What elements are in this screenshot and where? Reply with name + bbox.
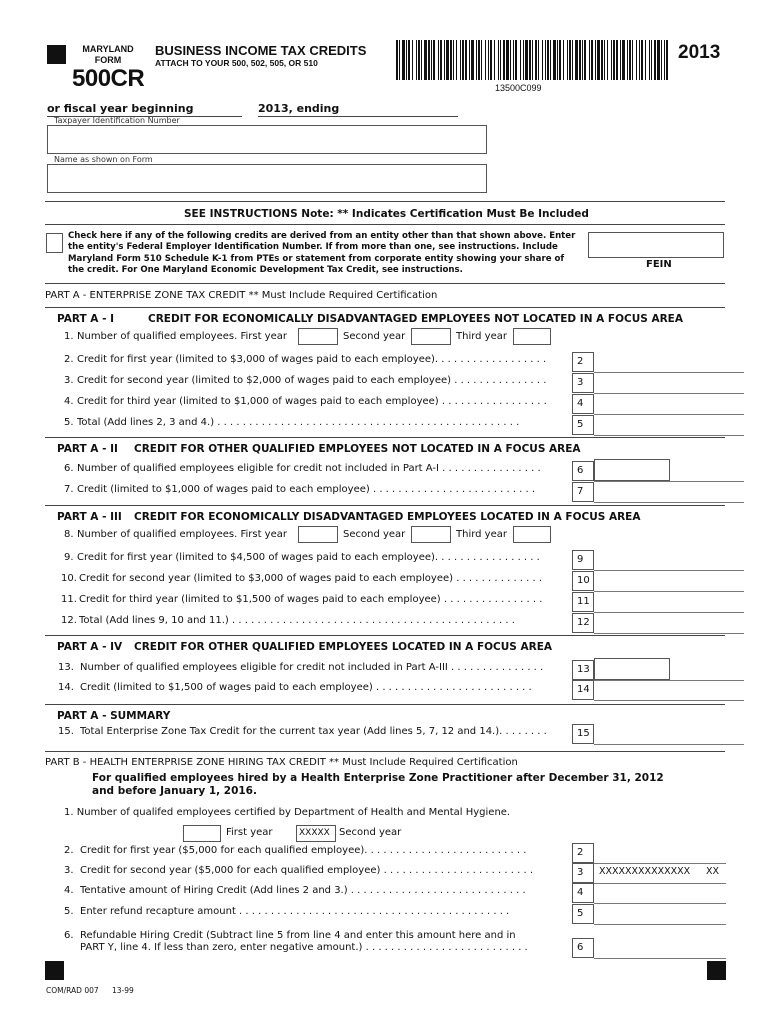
barcode-bar (563, 40, 564, 80)
partA-III-line-9-text: Credit for first year (limited to $4,500 of wages paid to each employee). . . . . . . . . . . . . . . . . (77, 552, 540, 563)
partA-I-line-3-box: 3 (572, 373, 594, 393)
partA-I-line-3-amount[interactable] (594, 373, 744, 394)
partA-title: PART A - ENTERPRISE ZONE TAX CREDIT ** Must Include Required Certification (45, 290, 438, 301)
line-8-first-year-input[interactable] (298, 526, 338, 543)
partA-I-line-4-num: 4. (64, 396, 74, 407)
partA-IV-title: CREDIT FOR OTHER QUALIFIED EMPLOYEES LOCATED IN A FOCUS AREA (134, 641, 553, 653)
partA-IV-line-14-amount[interactable] (594, 680, 744, 701)
partB-line-3-text: Credit for second year ($5,000 for each qualified employee) . . . . . . . . . . . . . . . . . . . . . . . . (80, 865, 533, 876)
barcode-bar (440, 40, 442, 80)
partA-I-line-2-num: 2. (64, 354, 74, 365)
barcode-bar (503, 40, 505, 80)
partB-line-2-box: 2 (572, 843, 594, 863)
partA-II-line-7-box: 7 (572, 482, 594, 502)
barcode-bar (416, 40, 417, 80)
barcode-bar (542, 40, 543, 80)
barcode-bar (620, 40, 621, 80)
barcode-bar (559, 40, 561, 80)
barcode-number: 13500C099 (495, 83, 542, 93)
barcode-bar (421, 40, 422, 80)
partB-line-4-box: 4 (572, 883, 594, 903)
partA-III-title: CREDIT FOR ECONOMICALLY DISADVANTAGED EMPLOYEES LOCATED IN A FOCUS AREA (134, 511, 641, 523)
barcode-bar (529, 40, 531, 80)
barcode-bar (431, 40, 432, 80)
barcode-bar (597, 40, 600, 80)
barcode-bar (412, 40, 413, 80)
partA-III-code: PART A - III (57, 511, 122, 523)
partA-III-line-10-amount[interactable] (594, 571, 744, 592)
barcode-bar (604, 40, 605, 80)
registration-mark-bottom-left (45, 961, 64, 980)
line-8-second-year-input[interactable] (411, 526, 451, 543)
line-8-third-year-label: Third year (456, 529, 507, 540)
partA-II-line-6-box: 6 (572, 461, 594, 481)
tax-year: 2013 (678, 42, 721, 63)
partA-summary-line-15-text: Total Enterprise Zone Tax Credit for the current tax year (Add lines 5, 7, 12 and 14.). . . . . . . . (80, 726, 547, 737)
divider-partA-IV (45, 635, 725, 636)
name-label: Name as shown on Form (54, 155, 153, 164)
barcode-bar (622, 40, 625, 80)
barcode-bar (613, 40, 615, 80)
name-field[interactable] (47, 164, 487, 193)
partB-line-6-box: 6 (572, 938, 594, 958)
barcode-bar (476, 40, 477, 80)
partB-line-6-text-a: Refundable Hiring Credit (Subtract line 5 from line 4 and enter this amount here and in (80, 930, 516, 941)
partB-first-year-label: First year (226, 827, 273, 838)
barcode-bar (428, 40, 430, 80)
barcode-bar (657, 40, 660, 80)
partA-III-line-9-amount[interactable] (594, 550, 744, 571)
partA-summary-line-15-amount[interactable] (594, 724, 744, 745)
fiscal-end-line (258, 116, 458, 117)
barcode-bar (645, 40, 646, 80)
barcode-bar (629, 40, 631, 80)
partB-subtitle-1: For qualified employees hired by a Health Enterprise Zone Practitioner after December 31, 2012 (92, 772, 664, 784)
barcode-bar (450, 40, 452, 80)
partA-I-line-2-box: 2 (572, 352, 594, 372)
barcode-bar (510, 40, 511, 80)
barcode-bar (661, 40, 662, 80)
divider-partA-summary (45, 704, 725, 705)
check-text-line-4: the credit. For One Maryland Economic Development Tax Credit, see instructions. (68, 264, 463, 275)
barcode-bar (494, 40, 495, 80)
partB-line-3-fill-1: XXXXXXXXXXXXXX (599, 866, 691, 877)
partA-I-title: CREDIT FOR ECONOMICALLY DISADVANTAGED EMPLOYEES NOT LOCATED IN A FOCUS AREA (148, 313, 683, 325)
partA-III-line-10-box: 10 (572, 571, 594, 591)
line-1-second-year-label: Second year (343, 331, 406, 342)
partA-I-code: PART A - I (57, 313, 114, 325)
barcode-bar (632, 40, 633, 80)
barcode-bar (446, 40, 449, 80)
partB-xxxxx-box: XXXXX (296, 825, 336, 842)
barcode-bar (557, 40, 558, 80)
line-1-third-year-label: Third year (456, 331, 507, 342)
partB-title: PART B - HEALTH ENTERPRISE ZONE HIRING TAX CREDIT ** Must Include Required Certification (45, 757, 518, 768)
partA-I-line-5-box: 5 (572, 415, 594, 435)
fein-field[interactable] (588, 232, 724, 258)
fiscal-year-ending: 2013, ending (258, 102, 340, 115)
partB-line-5-num: 5. (64, 906, 74, 917)
partA-III-line-12-box: 12 (572, 613, 594, 633)
divider-instructions (45, 224, 725, 225)
partB-line-5-text: Enter refund recapture amount . . . . . . . . . . . . . . . . . . . . . . . . . . . . . . . . . . . . . . . . . . . (80, 906, 510, 917)
barcode-bar (456, 40, 457, 80)
partA-IV-code: PART A - IV (57, 641, 123, 653)
partA-IV-line-13-text: Number of qualified employees eligible for credit not included in Part A-III . . . . . . . . . . . . . . . (80, 662, 544, 673)
partA-IV-line-14-text: Credit (limited to $1,500 of wages paid to each employee) . . . . . . . . . . . . . . . . . . . . . . . . . (80, 682, 532, 693)
barcode-bar (636, 40, 637, 80)
line-8-num: 8. (64, 529, 74, 540)
form-label: FORM (94, 55, 122, 65)
barcode-bar (490, 40, 492, 80)
barcode-bar (567, 40, 568, 80)
divider-partA (45, 283, 725, 284)
partB-line-3-fill-2: XX (706, 866, 720, 877)
barcode-bar (515, 40, 517, 80)
barcode-bar (406, 40, 407, 80)
barcode-bar (639, 40, 640, 80)
barcode-bar (453, 40, 454, 80)
barcode-bar (532, 40, 533, 80)
check-text-line-1: Check here if any of the following credits are derived from an entity other than that shown above. Enter (68, 231, 576, 241)
barcode-bar (651, 40, 652, 80)
fiscal-year-beginning: or fiscal year beginning (47, 102, 194, 115)
barcode-bar (553, 40, 556, 80)
barcode-bar (641, 40, 643, 80)
partA-III-line-9-num: 9. (64, 552, 74, 563)
partA-I-line-5-amount[interactable] (594, 415, 744, 436)
barcode-bar (575, 40, 578, 80)
barcode-bar (591, 40, 593, 80)
barcode-bar (666, 40, 668, 80)
partA-I-line-3-text: Credit for second year (limited to $2,000 of wages paid to each employee) . . . . . . . . . . . . . . . (77, 375, 547, 386)
barcode-bar (654, 40, 656, 80)
barcode-bar (664, 40, 665, 80)
partA-I-line-4-box: 4 (572, 394, 594, 414)
partA-I-line-2-text: Credit for first year (limited to $3,000 of wages paid to each employee). . . . . . . . . . . . . . . . . . (77, 354, 547, 365)
divider-partB (45, 751, 725, 752)
barcode-bar (611, 40, 612, 80)
partA-I-line-5-text: Total (Add lines 2, 3 and 4.) . . . . . . . . . . . . . . . . . . . . . . . . . . . . . . . . . . . . . . . . . . . . . . . . (77, 417, 520, 428)
partB-line-1: 1. Number of qualifed employees certified by Department of Health and Mental Hygiene. (64, 807, 511, 818)
divider-partA-II (45, 437, 725, 438)
barcode-bar (418, 40, 420, 80)
barcode-bar (399, 40, 400, 80)
barcode-bar (535, 40, 537, 80)
barcode-bar (607, 40, 608, 80)
barcode-bar (471, 40, 474, 80)
partA-III-line-10-num: 10. (61, 573, 77, 584)
barcode-bar (523, 40, 524, 80)
partA-IV-line-14-num: 14. (58, 682, 74, 693)
partA-II-line-6-text: Number of qualified employees eligible for credit not included in Part A-I . . . . . . . . . . . . . . . . (77, 463, 541, 474)
fein-label: FEIN (646, 259, 672, 270)
partB-line-4-text: Tentative amount of Hiring Credit (Add lines 2 and 3.) . . . . . . . . . . . . . . . . . . . . . . . . . . . . (80, 885, 526, 896)
partB-line-2-amount[interactable] (594, 843, 726, 864)
barcode-bar (601, 40, 603, 80)
barcode-bar (589, 40, 590, 80)
instructions-note: SEE INSTRUCTIONS Note: ** Indicates Certification Must Be Included (184, 208, 589, 220)
barcode-bar (500, 40, 501, 80)
barcode-bar (396, 40, 398, 80)
partA-II-line-6-count-input[interactable] (594, 459, 670, 481)
barcode-bar (424, 40, 427, 80)
form-number: 500CR (72, 65, 145, 92)
partA-III-line-9-box: 9 (572, 550, 594, 570)
partB-line-3-box: 3 (572, 863, 594, 883)
partA-I-line-4-text: Credit for third year (limited to $1,000 of wages paid to each employee) . . . . . . . . . . . . . . . . . (77, 396, 547, 407)
barcode-bar (506, 40, 509, 80)
partA-summary-code: PART A - SUMMARY (57, 710, 171, 722)
barcode-bar (616, 40, 618, 80)
barcode-bar (481, 40, 482, 80)
barcode-bar (485, 40, 486, 80)
state-label: MARYLAND (82, 44, 134, 54)
partA-II-line-7-amount[interactable] (594, 482, 744, 503)
barcode-bar (402, 40, 405, 80)
partA-IV-line-13-num: 13. (58, 662, 74, 673)
partB-line-5-box: 5 (572, 904, 594, 924)
partA-I-line-5-num: 5. (64, 417, 74, 428)
barcode-bar (584, 40, 586, 80)
partA-II-line-7-text: Credit (limited to $1,000 of wages paid to each employee) . . . . . . . . . . . . . . . . . . . . . . . . . . (77, 484, 536, 495)
partB-second-year-label: Second year (339, 827, 402, 838)
barcode-bar (513, 40, 514, 80)
entity-checkbox[interactable] (46, 233, 63, 253)
partA-II-line-6-num: 6. (64, 463, 74, 474)
line-8-third-year-input[interactable] (513, 526, 551, 543)
partB-first-year-input[interactable] (183, 825, 221, 842)
divider-partA-I (45, 307, 725, 308)
footer-rev: 13-99 (112, 986, 134, 995)
barcode-bar (438, 40, 439, 80)
barcode-bar (627, 40, 628, 80)
barcode-bar (595, 40, 596, 80)
barcode (396, 40, 668, 80)
partB-line-5-amount[interactable] (594, 904, 726, 925)
partA-II-title: CREDIT FOR OTHER QUALIFIED EMPLOYEES NOT LOCATED IN A FOCUS AREA (134, 443, 581, 455)
partB-line-3-num: 3. (64, 865, 74, 876)
partB-line-2-num: 2. (64, 845, 74, 856)
barcode-bar (460, 40, 461, 80)
attach-note: ATTACH TO YOUR 500, 502, 505, OR 510 (155, 58, 318, 68)
line-1-label: Number of qualified employees. First year (77, 331, 287, 342)
barcode-bar (498, 40, 499, 80)
partA-I-line-4-amount[interactable] (594, 394, 744, 415)
partB-line-4-num: 4. (64, 885, 74, 896)
check-text-line-2: the entity's Federal Employer Identification Number. If from more than one, see instructions. Include (68, 242, 558, 253)
barcode-bar (469, 40, 470, 80)
barcode-bar (520, 40, 521, 80)
barcode-bar (569, 40, 571, 80)
line-1-third-year-input[interactable] (513, 328, 551, 345)
barcode-bar (525, 40, 528, 80)
partB-line-4-amount[interactable] (594, 883, 726, 904)
line-1-second-year-input[interactable] (411, 328, 451, 345)
barcode-bar (462, 40, 464, 80)
check-text (68, 231, 575, 276)
check-text-line-3: Maryland Form 510 Schedule K-1 from PTEs or statement from corporate entity showing your share of (68, 253, 565, 264)
divider-partA-III (45, 505, 725, 506)
line-1-first-year-input[interactable] (298, 328, 338, 345)
barcode-bar (547, 40, 549, 80)
tin-field[interactable] (47, 125, 487, 154)
barcode-bar (550, 40, 551, 80)
partB-line-6-text-b: PART Y, line 4. If less than zero, enter negative amount.) . . . . . . . . . . . . . . . . . . . . . . . . . . (80, 942, 528, 953)
partA-I-line-2-amount[interactable] (594, 352, 744, 373)
divider-top (45, 201, 725, 202)
barcode-bar (408, 40, 410, 80)
registration-mark-top-left (47, 45, 66, 64)
partA-IV-line-14-box: 14 (572, 680, 594, 700)
partA-III-line-10-text: Credit for second year (limited to $3,000 of wages paid to each employee) . . . . . . . . . . . . . . (79, 573, 543, 584)
line-8-label: Number of qualified employees. First year (77, 529, 287, 540)
partA-I-line-3-num: 3. (64, 375, 74, 386)
partA-summary-line-15-num: 15. (58, 726, 74, 737)
barcode-bar (433, 40, 435, 80)
partA-III-line-12-amount[interactable] (594, 613, 744, 634)
partA-IV-line-13-count-input[interactable] (594, 658, 670, 680)
barcode-bar (572, 40, 573, 80)
partA-III-line-12-num: 12. (61, 615, 77, 626)
partA-II-line-7-num: 7. (64, 484, 74, 495)
partA-III-line-12-text: Total (Add lines 9, 10 and 11.) . . . . . . . . . . . . . . . . . . . . . . . . . . . . . . . . . . . . . . . . . . . . . (79, 615, 515, 626)
partA-III-line-11-text: Credit for third year (limited to $1,500 of wages paid to each employee) . . . . . . . . . . . . . . . . (79, 594, 543, 605)
partA-summary-line-15-box: 15 (572, 724, 594, 744)
partB-line-2-text: Credit for first year ($5,000 for each qualified employee). . . . . . . . . . . . . . . . . . . . . . . . . . (80, 845, 527, 856)
footer-code: COM/RAD 007 (46, 986, 99, 995)
tin-label: Taxpayer Identification Number (54, 116, 180, 125)
barcode-bar (488, 40, 489, 80)
line-8-second-year-label: Second year (343, 529, 406, 540)
barcode-bar (579, 40, 581, 80)
barcode-bar (478, 40, 480, 80)
line-1-num: 1. (64, 331, 74, 342)
registration-mark-bottom-right (707, 961, 726, 980)
partA-III-line-11-box: 11 (572, 592, 594, 612)
partA-III-line-11-num: 11. (61, 594, 77, 605)
barcode-bar (444, 40, 445, 80)
partB-line-6-amount[interactable] (594, 938, 726, 959)
partA-IV-line-13-box: 13 (572, 660, 594, 680)
barcode-bar (538, 40, 539, 80)
partB-line-6-num: 6. (64, 930, 74, 941)
partA-II-code: PART A - II (57, 443, 118, 455)
form-title: BUSINESS INCOME TAX CREDITS (155, 43, 367, 58)
barcode-bar (649, 40, 650, 80)
barcode-bar (465, 40, 467, 80)
barcode-bar (545, 40, 546, 80)
barcode-bar (582, 40, 583, 80)
partB-subtitle-2: and before January 1, 2016. (92, 785, 257, 797)
partA-III-line-11-amount[interactable] (594, 592, 744, 613)
